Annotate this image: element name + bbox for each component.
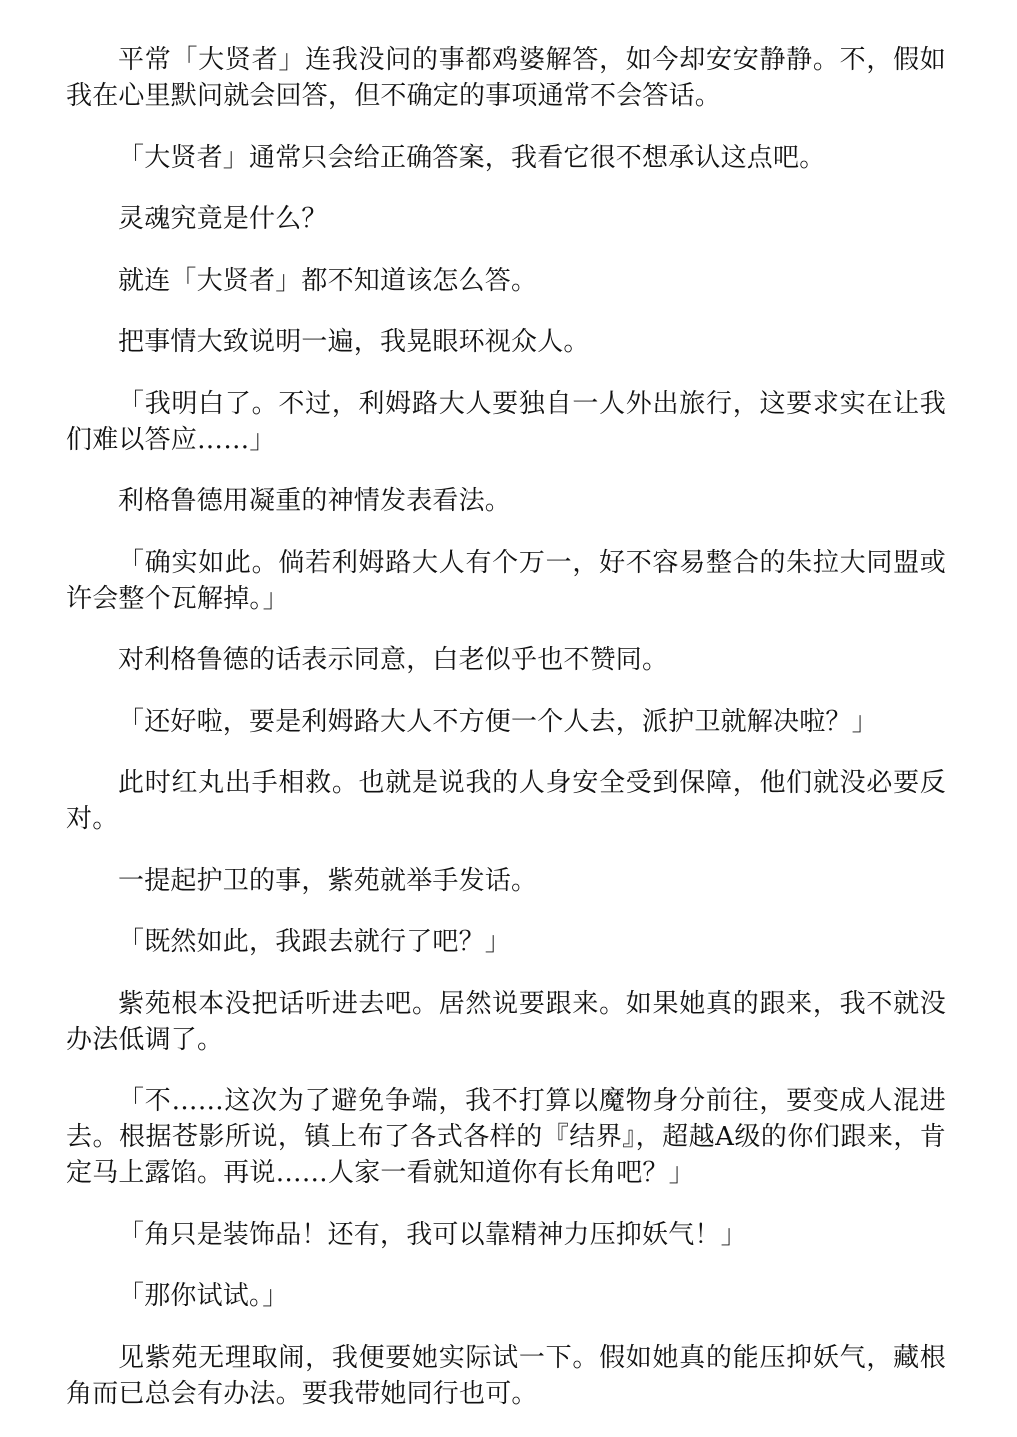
paragraph-16: 「角只是装饰品！还有，我可以靠精神力压抑妖气！」 [118,1219,747,1250]
paragraph-18: 见紫苑无理取闹，我便要她实际试一下。假如她真的能压抑妖气，藏根角而已总会有办法。要我带她同行也可。 [66,1342,946,1409]
paragraph-2: 「大贤者」通常只会给正确答案，我看它很不想承认这点吧。 [118,142,826,173]
paragraph-10: 「还好啦，要是利姆路大人不方便一个人去，派护卫就解决啦？」 [118,706,878,737]
paragraph-3: 灵魂究竟是什么？ [118,204,328,234]
paragraph-13: 「既然如此，我跟去就行了吧？」 [118,927,512,957]
paragraph-9: 对利格鲁德的话表示同意，白老似乎也不赞同。 [118,645,669,675]
paragraph-12: 一提起护卫的事，紫苑就举手发话。 [118,865,538,896]
paragraph-8: 「确实如此。倘若利姆路大人有个万一，好不容易整合的朱拉大同盟或许会整个瓦解掉。」 [66,547,946,614]
paragraph-5: 把事情大致说明一遍，我晃眼环视众人。 [118,327,590,357]
paragraph-7: 利格鲁德用凝重的神情发表看法。 [118,486,512,516]
paragraph-1: 平常「大贤者」连我没问的事都鸡婆解答，如今却安安静静。不，假如我在心里默问就会回答，但不确定的事项通常不会答话。 [66,45,946,111]
paragraph-4: 就连「大贤者」都不知道该怎么答。 [118,265,538,296]
document-page [66,42,946,1412]
paragraph-14: 紫苑根本没把话听进去吧。居然说要跟来。如果她真的跟来，我不就没办法低调了。 [66,988,946,1055]
paragraph-11: 此时红丸出手相救。也就是说我的人身安全受到保障，他们就没必要反对。 [66,768,946,834]
paragraph-6: 「我明白了。不过，利姆路大人要独自一人外出旅行，这要求实在让我们难以答应……」 [66,388,946,455]
paragraph-15: 「不……这次为了避免争端，我不打算以魔物身分前往，要变成人混进去。根据苍影所说，镇上布了各式各样的『结界』，超越A级的你们跟来，肯定马上露馅。再说……人家一看就知道你有长角吧？」 [66,1086,946,1188]
paragraph-17: 「那你试试。」 [118,1281,289,1311]
